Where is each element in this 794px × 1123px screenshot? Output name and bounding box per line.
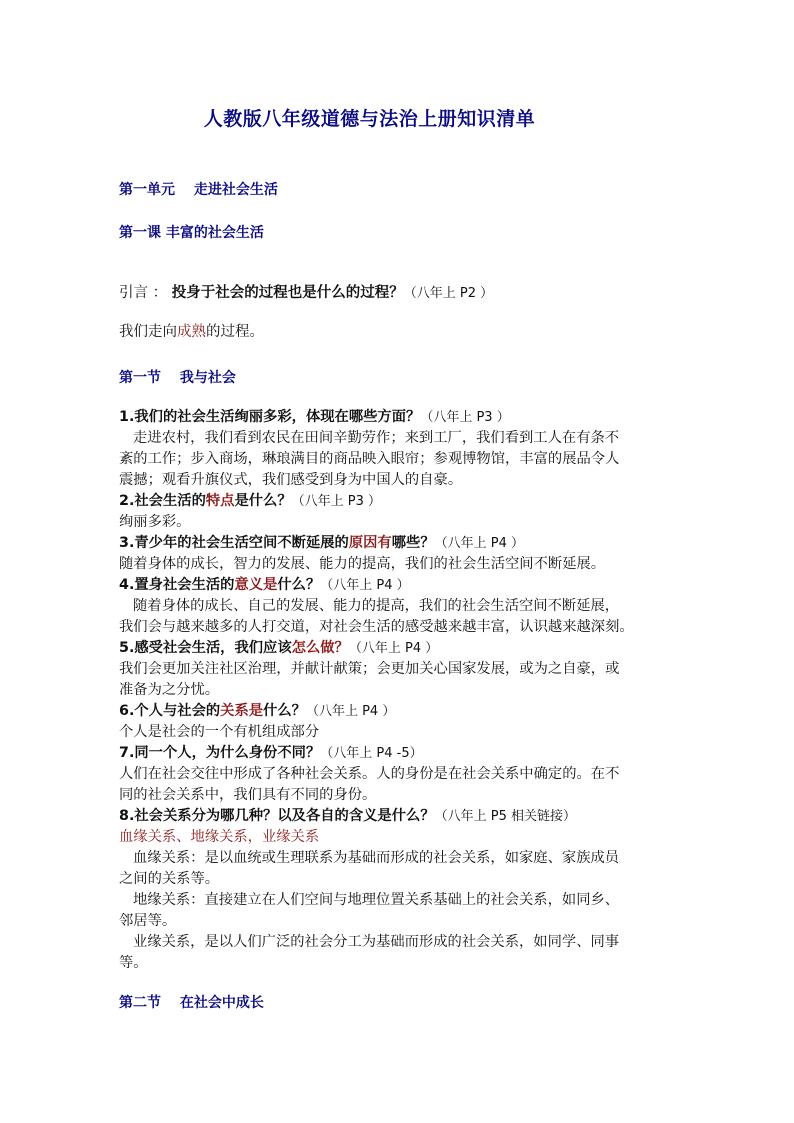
answer-line: 同的社会关系中，我们具有不同的身份。 bbox=[119, 787, 377, 803]
question-highlight: 原因有 bbox=[348, 535, 392, 551]
question-4 bbox=[119, 575, 410, 596]
question-text: 3.青少年的社会生活空间不断延展的 bbox=[119, 535, 349, 551]
answer-line: 绚丽多彩。 bbox=[119, 514, 191, 530]
page-ref: （八年上 P5 相关链接） bbox=[434, 809, 577, 824]
answer-line: 我们会与越来越多的人打交道，对社会生活的感受越来越丰富，认识越来越深刻。 bbox=[119, 619, 634, 635]
answer-line: 业缘关系，是以人们广泛的社会分工为基础而形成的社会关系，如同学、同事 bbox=[133, 934, 620, 950]
intro-answer-pre: 我们走向 bbox=[119, 324, 177, 340]
answer-line: 我们会更加关注社区治理，并献计献策；会更加关心国家发展，或为之自豪，或 bbox=[119, 661, 620, 677]
answer-line: 之间的关系等。 bbox=[119, 871, 220, 887]
intro-answer-highlight: 成熟 bbox=[177, 324, 206, 340]
page-ref: （八年上 P4 ） bbox=[305, 704, 396, 719]
question-5 bbox=[119, 638, 438, 659]
question-text: 什么？ bbox=[263, 703, 306, 719]
question-1 bbox=[119, 407, 510, 428]
section1-heading: 第一节 我与社会 bbox=[119, 370, 236, 386]
question-text: 哪些？ bbox=[391, 535, 435, 551]
intro-answer-post: 的过程。 bbox=[206, 324, 264, 340]
section2-heading: 第二节 在社会中成长 bbox=[119, 995, 264, 1011]
question-3 bbox=[119, 533, 524, 554]
page-ref: （八年上 P4 ） bbox=[434, 536, 525, 551]
answer-line: 走进农村，我们看到农民在田间辛勤劳作；来到工厂，我们看到工人在有条不 bbox=[133, 430, 620, 446]
question-8 bbox=[119, 806, 576, 827]
question-highlight: 怎么做？ bbox=[291, 640, 349, 656]
page-ref: （八年上 P4 ） bbox=[320, 578, 410, 593]
page-ref: （八年上 P4 ） bbox=[348, 641, 439, 656]
answer-line: 随着身体的成长，智力的发展、能力的提高，我们的社会生活空间不断延展。 bbox=[119, 556, 606, 572]
question-text: 是什么？ bbox=[234, 493, 292, 509]
intro-answer bbox=[119, 322, 264, 343]
answer-line: 邻居等。 bbox=[119, 913, 177, 929]
question-text: 6.个人与社会的 bbox=[119, 703, 221, 719]
question-text: 1.我们的社会生活绚丽多彩，体现在哪些方面？ bbox=[119, 409, 421, 425]
question-text: 2.社会生活的 bbox=[119, 493, 206, 509]
unit-heading: 第一单元 走进社会生活 bbox=[119, 182, 278, 198]
question-highlight: 特点 bbox=[205, 493, 235, 509]
question-text: 4.置身社会生活的 bbox=[119, 577, 235, 593]
page-ref: （八年上 P4 -5） bbox=[320, 746, 423, 761]
intro-ref: （八年上 P2 ） bbox=[403, 286, 494, 301]
answer-line: 随着身体的成长、自己的发展、能力的提高，我们的社会生活空间不断延展， bbox=[133, 598, 620, 614]
answer-line: 地缘关系：直接建立在人们空间与地理位置关系基础上的社会关系，如同乡、 bbox=[133, 892, 620, 908]
answer-line: 个人是社会的一个有机组成部分 bbox=[119, 724, 320, 740]
question-text: 7.同一个人，为什么身份不同？ bbox=[119, 745, 321, 761]
answer-highlight-line: 血缘关系、地缘关系，业缘关系 bbox=[119, 829, 320, 845]
document-title bbox=[0, 104, 794, 131]
intro-label: 引言 ： bbox=[119, 285, 168, 301]
answer-line: 紊的工作；步入商场，琳琅满目的商品映入眼帘；参观博物馆，丰富的展品令人 bbox=[119, 451, 620, 467]
answer-line: 人们在社会交往中形成了各种社会关系。人的身份是在社会关系中确定的。在不 bbox=[119, 766, 620, 782]
question-text: 5.感受社会生活，我们应该 bbox=[119, 640, 292, 656]
page-ref: （八年上 P3 ） bbox=[420, 410, 510, 425]
page-ref: （八年上 P3 ） bbox=[291, 494, 382, 509]
question-6 bbox=[119, 701, 395, 722]
question-highlight: 关系是 bbox=[220, 703, 264, 719]
question-highlight: 意义是 bbox=[234, 577, 278, 593]
lesson-heading: 第一课 丰富的社会生活 bbox=[119, 225, 264, 241]
answer-line: 震撼；观看升旗仪式，我们感受到身为中国人的自豪。 bbox=[119, 472, 463, 488]
intro-question bbox=[119, 283, 493, 304]
answer-line: 准备为之分忧。 bbox=[119, 682, 220, 698]
question-7 bbox=[119, 743, 423, 764]
question-text: 什么？ bbox=[277, 577, 321, 593]
answer-line: 血缘关系：是以血统或生理联系为基础而形成的社会关系，如家庭、家族成员 bbox=[133, 850, 620, 866]
question-text: 8.社会关系分为哪几种？以及各自的含义是什么？ bbox=[119, 808, 435, 824]
intro-question-text: 投身于社会的过程也是什么的过程？ bbox=[171, 285, 404, 301]
question-2 bbox=[119, 491, 381, 512]
title-text: 人教版八年级道德与法治上册知识清单 bbox=[203, 108, 536, 130]
answer-line: 等。 bbox=[119, 955, 148, 971]
